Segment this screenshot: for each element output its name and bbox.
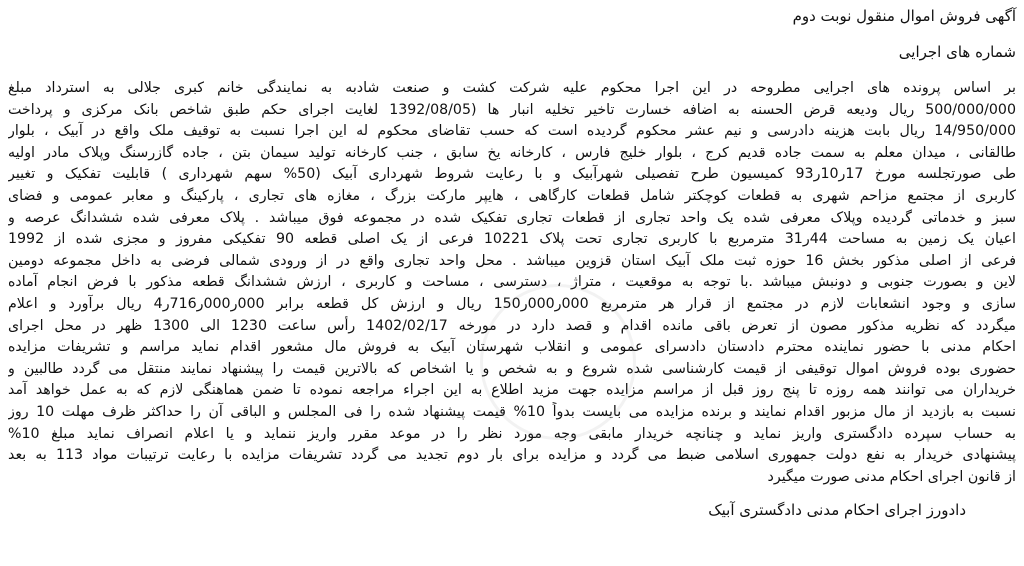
body-line: طی صورتجلسه مورخ 17ر10ر93 کمیسیون طرح تفصیلی شهرآبیک و با رعایت شروط شهرداری آبیک (50% سهم شهرداری ) قابلیت تفکیک و تغییر — [8, 166, 1016, 183]
notice-title: آگهی فروش اموال منقول نوبت دوم — [792, 7, 1016, 25]
body-line: لاین و بصورت جنوبی و دونبش میباشد .با توجه به موقعیت ، متراژ ، دسترسی ، مساحت و کاربری ، ارزش ششدانگ قطعه مذکور با فرض انجام آماده — [8, 274, 1016, 291]
body-line: خریداران می توانند همه روزه تا پنج روز قبل از مراسم مزایده جهت مزید اطلاع به این اجراء مراجعه نموده تا ضمن هماهنگی لازم که به عمل خواهد آمد — [8, 382, 1016, 399]
body-line: احکام مدنی با حضور نماینده محترم دادستان دادسرای عمومی و انقلاب شهرستان آبیک به فروش مال مشعور اقدام نماید مراسم و تشریفات مزایده — [8, 339, 1016, 356]
body-line: کاربری از مجتمع مزاحم شهری به قطعات کوچکتر شامل قطعات کارگاهی ، هایپر مارکت بزرگ ، مغازه های تجاری ، پارکینگ و معابر عمومی و فضای — [8, 187, 1016, 204]
body-line: سازی و وجود انشعابات لازم در مجتمع از قرار هر مترمربع 000ر000ر150 ریال و ارزش کل قطعه برابر 000ر000ر716ر4 ریال برآورد و اعلام — [8, 295, 1016, 312]
notice-subtitle: شماره های اجرایی — [898, 43, 1016, 61]
body-line: بر اساس پرونده های اجرایی مطروحه در این اجرا محکوم علیه شرکت کشت و صنعت شادبه به نمایندگی خانم کبری جلالی به استرداد مبلغ — [8, 80, 1016, 96]
notice-body — [8, 78, 1016, 488]
body-line: پیشنهادی خریدار به نفع دولت جمهوری اسلامی ضبط می گردد و مزایده برای بار دوم تجدید می گردد تشریفات مزایده با رعایت ترتیبات مواد 113 به بعد — [8, 447, 1016, 464]
body-line: از قانون اجرای احکام مدنی صورت میگیرد — [767, 468, 1016, 485]
body-line: سبز و خدماتی گردیده وپلاک معرفی شده یک واحد تجاری از قطعات تجاری تفکیک شده در مجموعه فوق میباشد . پلاک معرفی شده ششدانگ عرصه و — [8, 209, 1016, 226]
body-line: نسبت به بازدید از مال مزبور اقدام نمایند و برنده مزایده می بایست بدواً 10% قیمت پیشنهاد شده را فی المجلس و الباقی آن را حداکثر ظرف مهلت 10 روز — [8, 403, 1016, 420]
body-line: طالقانی ، میدان معلم به سمت جاده قدیم کرج ، بلوار خلیج فارس ، کارخانه یخ سابق ، جنب کارخانه تولید سیمان بتن ، جاده گازرسنگ وپلاک مادر اولیه — [8, 144, 1016, 161]
body-line: 14/950/000 ریال بابت هزینه دادرسی و نیم عشر محکوم گردیده است که حسب تقاضای محکوم له این اجرا نسبت به توقیف ملک واقع در آبیک ، بلوار — [8, 123, 1016, 140]
document-page — [0, 4, 1024, 566]
body-line: به حساب سپرده دادگستری واریز نماید و چنانچه خریدار مابقی وجه مورد نظر را در موعد مقرر واریز ننماید و یا اعلام انصراف نماید مبلغ 10% — [8, 425, 1016, 442]
body-line: 500/000/000 ریال ودیعه قرض الحسنه به اضافه خسارت تاخیر تخلیه انبار ها (1392/08/05 لغایت اجرای حکم طبق شاخص بانک مرکزی و پرداخت — [8, 101, 1016, 118]
body-line: حضوری بوده فروش اموال توقیفی از قیمت کارشناسی شده شروع و به شخص و یا اشخاص که بالاترین قیمت را پیشنهاد نمایند منتقل می گردد طالبین و — [8, 360, 1016, 377]
body-line: میگردد که نظریه مذکور مصون از تعرض باقی مانده اقدام و قصد دارد در مورخه 1402/02/17 رأس ساعت 1230 الی 1300 ظهر در محل اجرای — [8, 317, 1016, 334]
notice-signature: دادورز اجرای احکام مدنی دادگستری آبیک — [708, 501, 966, 520]
body-line: فرعی از اصلی مذکور بخش 16 حوزه ثبت ملک آبیک استان قزوین میباشد . محل واحد تجاری واقع در از ورودی شمالی فرضی به داخل مجموعه دومین — [8, 252, 1016, 269]
body-line: اعیان یک زمین به مساحت 44ر31 مترمربع با کاربری تجاری تحت پلاک 10221 فرعی از یک اصلی قطعه 90 تفکیکی مفروز و مجزی شده از 1992 — [8, 231, 1016, 248]
